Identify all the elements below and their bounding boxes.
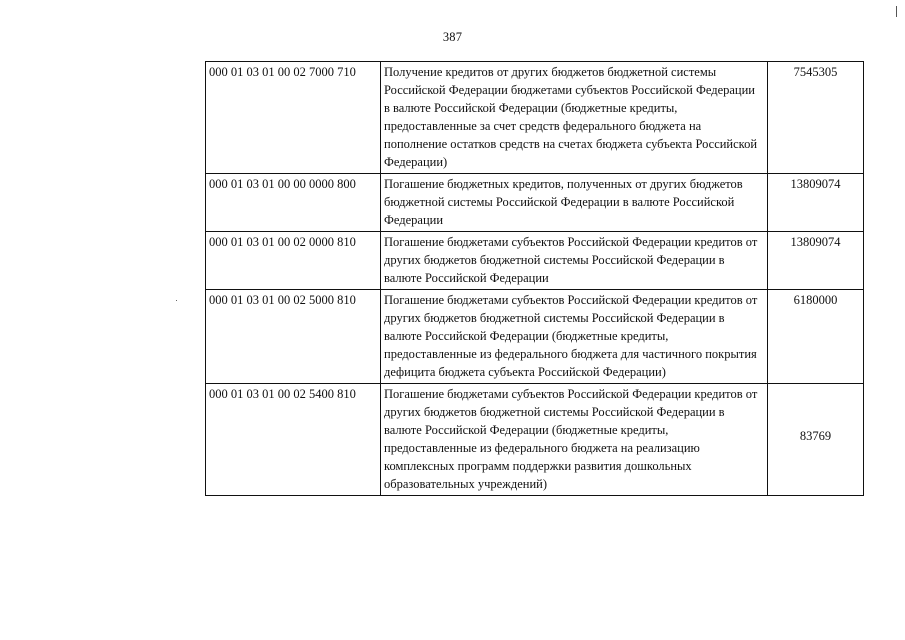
description-cell: Получение кредитов от других бюджетов бюджетной системы Российской Федерации бюджетами субъектов Российской Федерации в валюте Российской Федерации (бюджетные кредиты, предоставленные за счет средств федерального бюджета на пополнение остатков средств на счетах бюджета субъекта Российской Федерации): [381, 62, 768, 174]
budget-code-cell: 000 01 03 01 00 02 0000 810: [206, 232, 381, 290]
scan-speck: [176, 300, 177, 301]
description-cell: Погашение бюджетами субъектов Российской Федерации кредитов от других бюджетов бюджетной системы Российской Федерации в валюте Российской Федерации (бюджетные кредиты, предоставленные из федерального бюджета для частичного покрытия дефицита бюджета субъекта Российской Федерации): [381, 290, 768, 384]
amount-cell: 7545305: [768, 62, 864, 174]
table-row: [206, 232, 864, 290]
description-cell: Погашение бюджетных кредитов, полученных от других бюджетов бюджетной системы Российской Федерации в валюте Российской Федерации: [381, 174, 768, 232]
budget-code-cell: 000 01 03 01 00 00 0000 800: [206, 174, 381, 232]
amount-cell: 13809074: [768, 174, 864, 232]
page-number: 387: [442, 30, 463, 44]
amount-cell: 13809074: [768, 232, 864, 290]
page-edge-mark: [896, 6, 897, 17]
description-cell: Погашение бюджетами субъектов Российской Федерации кредитов от других бюджетов бюджетной системы Российской Федерации в валюте Российской Федерации (бюджетные кредиты, предоставленные из федерального бюджета на реализацию комплексных программ поддержки развития дошкольных образовательных учреждений): [381, 384, 768, 496]
table-row: [206, 290, 864, 384]
table-row: [206, 174, 864, 232]
budget-sources-table: [205, 61, 864, 496]
budget-code-cell: 000 01 03 01 00 02 7000 710: [206, 62, 381, 174]
budget-code-cell: 000 01 03 01 00 02 5400 810: [206, 384, 381, 496]
budget-code-cell: 000 01 03 01 00 02 5000 810: [206, 290, 381, 384]
amount-cell: 6180000: [768, 290, 864, 384]
table-row: [206, 384, 864, 496]
table-row: [206, 62, 864, 174]
description-cell: Погашение бюджетами субъектов Российской Федерации кредитов от других бюджетов бюджетной системы Российской Федерации в валюте Российской Федерации: [381, 232, 768, 290]
amount-cell: 83769: [768, 384, 864, 496]
